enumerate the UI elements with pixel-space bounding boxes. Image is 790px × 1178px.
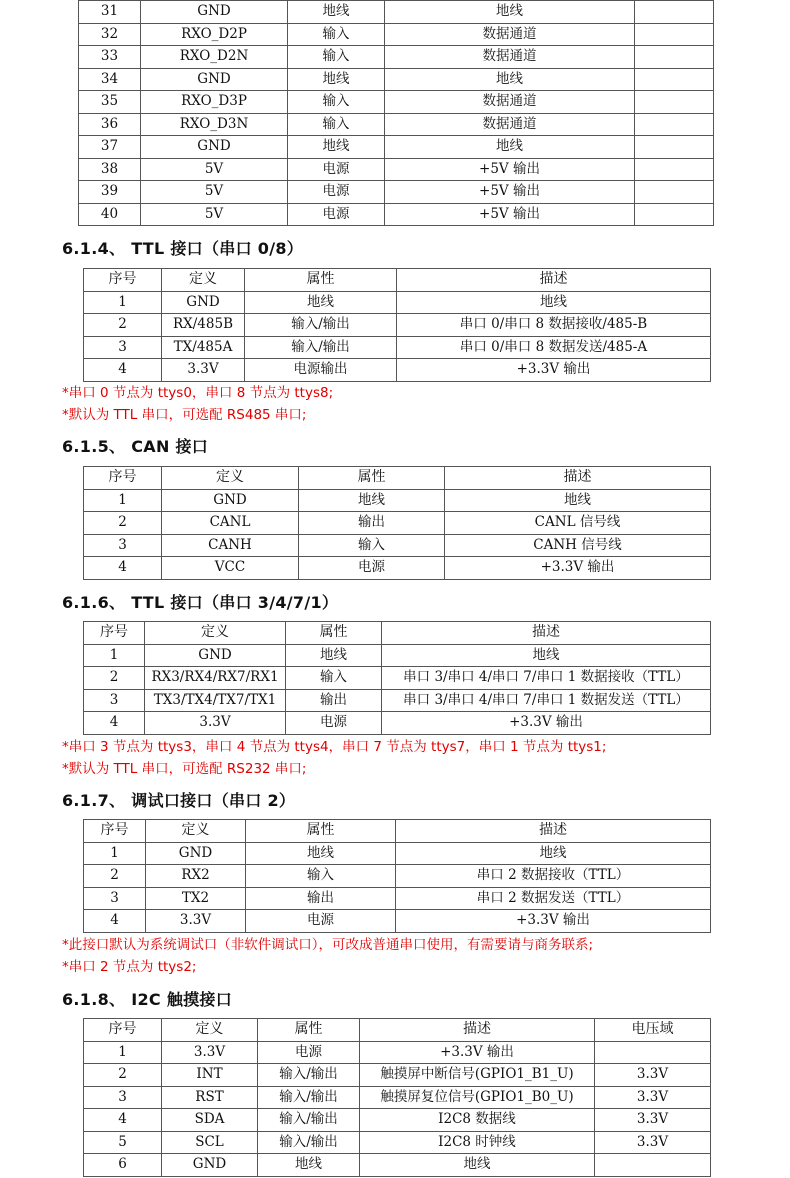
- table-row: [84, 887, 711, 910]
- table-row: [79, 181, 714, 204]
- table-row: [84, 1109, 711, 1132]
- note-ttl-3-4-7-1-nodes: *串口 3 节点为 ttys3，串口 4 节点为 ttys4，串口 7 节点为 ttys7，串口 1 节点为 ttys1;: [62, 739, 607, 755]
- table-cell: 输出: [246, 887, 396, 910]
- table-row: [84, 1041, 711, 1064]
- ttl-3-4-7-1-table: [83, 621, 711, 735]
- table-cell: +3.3V 输出: [360, 1041, 595, 1064]
- table-cell: 3.3V: [595, 1109, 711, 1132]
- table-cell: 地线: [360, 1154, 595, 1177]
- table-cell: 地线: [286, 644, 382, 667]
- table-cell: 1: [84, 1041, 162, 1064]
- table-cell: 4: [84, 359, 162, 382]
- table-cell: 3.3V: [595, 1131, 711, 1154]
- table-row: [84, 512, 711, 535]
- table-cell: 输入: [288, 113, 385, 136]
- table-cell: [635, 91, 714, 114]
- table-cell: 输入: [246, 865, 396, 888]
- table-cell: CANL 信号线: [445, 512, 711, 535]
- table-cell: 地线: [396, 842, 711, 865]
- table-cell: 数据通道: [385, 113, 635, 136]
- table-header-row: [84, 820, 711, 843]
- table-cell: 输入/输出: [245, 314, 397, 337]
- table-row: [79, 91, 714, 114]
- table-cell: RX2: [146, 865, 246, 888]
- table-cell: 2: [84, 667, 145, 690]
- table-cell: 描述: [445, 467, 711, 490]
- table-cell: [635, 113, 714, 136]
- table-cell: 描述: [360, 1019, 595, 1042]
- table-cell: 地线: [445, 489, 711, 512]
- table-cell: 地线: [288, 1, 385, 24]
- note-ttl-0-8-default: *默认为 TTL 串口，可选配 RS485 串口;: [62, 407, 307, 423]
- table-cell: RX3/RX4/RX7/RX1: [145, 667, 286, 690]
- table-row: [79, 68, 714, 91]
- table-cell: 3.3V: [595, 1086, 711, 1109]
- table-row: [79, 136, 714, 159]
- table-row: [84, 865, 711, 888]
- table-row: [79, 113, 714, 136]
- table-cell: 地线: [246, 842, 396, 865]
- table-header-row: [84, 1019, 711, 1042]
- table-cell: 2: [84, 1064, 162, 1087]
- pin-table-top: [78, 0, 714, 226]
- table-cell: 3: [84, 689, 145, 712]
- table-cell: GND: [141, 68, 288, 91]
- table-cell: 定义: [162, 1019, 258, 1042]
- table-cell: 3.3V: [162, 1041, 258, 1064]
- table-cell: [635, 1, 714, 24]
- table-cell: 5V: [141, 203, 288, 226]
- table-header-row: [84, 467, 711, 490]
- table-cell: CANH 信号线: [445, 534, 711, 557]
- table-cell: 39: [79, 181, 141, 204]
- table-row: [84, 910, 711, 933]
- table-cell: 串口 0/串口 8 数据接收/485-B: [397, 314, 711, 337]
- table-cell: 输入/输出: [258, 1109, 360, 1132]
- table-cell: GND: [141, 1, 288, 24]
- table-cell: GND: [162, 489, 299, 512]
- table-row: [84, 489, 711, 512]
- note-ttl-0-8-nodes: *串口 0 节点为 ttys0，串口 8 节点为 ttys8;: [62, 385, 334, 401]
- table-row: [84, 557, 711, 580]
- table-cell: 地线: [245, 291, 397, 314]
- table-cell: TX/485A: [162, 336, 245, 359]
- table-row: [84, 1086, 711, 1109]
- table-cell: 34: [79, 68, 141, 91]
- table-cell: 地线: [288, 136, 385, 159]
- table-cell: 35: [79, 91, 141, 114]
- i2c-touch-table: [83, 1018, 711, 1177]
- can-table: [83, 466, 711, 580]
- table-cell: 数据通道: [385, 46, 635, 69]
- table-cell: 触摸屏中断信号(GPIO1_B1_U): [360, 1064, 595, 1087]
- table-cell: GND: [162, 1154, 258, 1177]
- table-cell: 数据通道: [385, 23, 635, 46]
- table-row: [84, 842, 711, 865]
- table-header-row: [84, 269, 711, 292]
- table-cell: 4: [84, 712, 145, 735]
- table-cell: 串口 2 数据发送（TTL）: [396, 887, 711, 910]
- table-cell: 属性: [245, 269, 397, 292]
- table-row: [84, 1064, 711, 1087]
- table-cell: 串口 3/串口 4/串口 7/串口 1 数据接收（TTL）: [382, 667, 711, 690]
- table-cell: 地线: [382, 644, 711, 667]
- table-cell: 输入: [288, 91, 385, 114]
- table-cell: +5V 输出: [385, 181, 635, 204]
- table-cell: 输入/输出: [245, 336, 397, 359]
- table-cell: 序号: [84, 820, 146, 843]
- table-cell: 数据通道: [385, 91, 635, 114]
- table-cell: 序号: [84, 1019, 162, 1042]
- table-cell: 地线: [258, 1154, 360, 1177]
- table-cell: 描述: [397, 269, 711, 292]
- table-cell: 输入: [299, 534, 445, 557]
- table-cell: 3: [84, 336, 162, 359]
- table-cell: 串口 2 数据接收（TTL）: [396, 865, 711, 888]
- table-cell: +3.3V 输出: [445, 557, 711, 580]
- table-cell: I2C8 数据线: [360, 1109, 595, 1132]
- table-cell: 3.3V: [145, 712, 286, 735]
- table-cell: [635, 158, 714, 181]
- debug-port-table: [83, 819, 711, 933]
- table-cell: 电源: [246, 910, 396, 933]
- table-cell: 32: [79, 23, 141, 46]
- table-cell: SCL: [162, 1131, 258, 1154]
- table-cell: 电压域: [595, 1019, 711, 1042]
- table-cell: 4: [84, 1109, 162, 1132]
- table-cell: 4: [84, 910, 146, 933]
- table-cell: 4: [84, 557, 162, 580]
- section-heading-6-1-4: 6.1.4、 TTL 接口（串口 0/8）: [62, 239, 304, 258]
- table-cell: 输出: [286, 689, 382, 712]
- table-cell: +3.3V 输出: [396, 910, 711, 933]
- table-cell: 3.3V: [595, 1064, 711, 1087]
- table-cell: 33: [79, 46, 141, 69]
- table-cell: CANL: [162, 512, 299, 535]
- table-cell: RX/485B: [162, 314, 245, 337]
- table-cell: 定义: [162, 467, 299, 490]
- table-cell: 输入/输出: [258, 1064, 360, 1087]
- table-cell: [635, 136, 714, 159]
- table-row: [84, 667, 711, 690]
- table-row: [84, 644, 711, 667]
- table-cell: [635, 181, 714, 204]
- section-heading-6-1-8: 6.1.8、 I2C 触摸接口: [62, 990, 233, 1009]
- table-cell: 触摸屏复位信号(GPIO1_B0_U): [360, 1086, 595, 1109]
- table-cell: CANH: [162, 534, 299, 557]
- table-cell: 2: [84, 865, 146, 888]
- table-cell: 电源输出: [245, 359, 397, 382]
- table-row: [84, 359, 711, 382]
- table-cell: 电源: [299, 557, 445, 580]
- table-row: [84, 689, 711, 712]
- table-cell: TX2: [146, 887, 246, 910]
- table-cell: 定义: [145, 622, 286, 645]
- table-row: [79, 203, 714, 226]
- table-cell: 序号: [84, 622, 145, 645]
- section-heading-6-1-6: 6.1.6、 TTL 接口（串口 3/4/7/1）: [62, 593, 339, 612]
- table-cell: 属性: [286, 622, 382, 645]
- table-cell: 31: [79, 1, 141, 24]
- table-cell: 1: [84, 644, 145, 667]
- table-cell: 定义: [146, 820, 246, 843]
- note-ttl-3-4-7-1-default: *默认为 TTL 串口，可选配 RS232 串口;: [62, 761, 307, 777]
- table-cell: 5V: [141, 158, 288, 181]
- table-cell: 1: [84, 291, 162, 314]
- table-cell: 3: [84, 534, 162, 557]
- table-cell: 5V: [141, 181, 288, 204]
- table-row: [84, 336, 711, 359]
- section-heading-6-1-5: 6.1.5、 CAN 接口: [62, 437, 209, 456]
- table-cell: [595, 1154, 711, 1177]
- note-debug-port-node: *串口 2 节点为 ttys2;: [62, 959, 197, 975]
- table-cell: +3.3V 输出: [382, 712, 711, 735]
- table-cell: 地线: [385, 1, 635, 24]
- table-cell: 1: [84, 842, 146, 865]
- table-cell: SDA: [162, 1109, 258, 1132]
- table-cell: 属性: [246, 820, 396, 843]
- table-cell: RXO_D2N: [141, 46, 288, 69]
- table-cell: 5: [84, 1131, 162, 1154]
- table-row: [84, 1131, 711, 1154]
- table-row: [84, 1154, 711, 1177]
- table-cell: [635, 46, 714, 69]
- note-debug-port-usage: *此接口默认为系统调试口（非软件调试口），可改成普通串口使用，有需要请与商务联系;: [62, 937, 594, 953]
- table-cell: RXO_D3P: [141, 91, 288, 114]
- table-cell: 地线: [385, 136, 635, 159]
- table-cell: 电源: [288, 203, 385, 226]
- table-cell: 38: [79, 158, 141, 181]
- table-cell: 电源: [258, 1041, 360, 1064]
- table-cell: 电源: [286, 712, 382, 735]
- table-cell: 输入: [288, 46, 385, 69]
- table-cell: 序号: [84, 467, 162, 490]
- table-cell: 描述: [396, 820, 711, 843]
- table-cell: [635, 68, 714, 91]
- table-cell: 2: [84, 314, 162, 337]
- table-row: [84, 314, 711, 337]
- table-cell: 输入/输出: [258, 1086, 360, 1109]
- table-cell: 3.3V: [162, 359, 245, 382]
- table-cell: GND: [145, 644, 286, 667]
- table-cell: 描述: [382, 622, 711, 645]
- table-cell: 串口 3/串口 4/串口 7/串口 1 数据发送（TTL）: [382, 689, 711, 712]
- table-cell: 属性: [299, 467, 445, 490]
- table-cell: 序号: [84, 269, 162, 292]
- table-cell: +3.3V 输出: [397, 359, 711, 382]
- table-cell: 输入/输出: [258, 1131, 360, 1154]
- table-cell: TX3/TX4/TX7/TX1: [145, 689, 286, 712]
- table-cell: 6: [84, 1154, 162, 1177]
- table-cell: 定义: [162, 269, 245, 292]
- table-cell: RST: [162, 1086, 258, 1109]
- table-row: [84, 712, 711, 735]
- table-row: [79, 158, 714, 181]
- table-cell: 37: [79, 136, 141, 159]
- table-row: [79, 23, 714, 46]
- table-cell: 串口 0/串口 8 数据发送/485-A: [397, 336, 711, 359]
- table-cell: INT: [162, 1064, 258, 1087]
- table-cell: 电源: [288, 181, 385, 204]
- table-cell: 3: [84, 887, 146, 910]
- table-cell: +5V 输出: [385, 203, 635, 226]
- table-cell: RXO_D2P: [141, 23, 288, 46]
- table-row: [84, 534, 711, 557]
- table-row: [79, 1, 714, 24]
- table-cell: 电源: [288, 158, 385, 181]
- table-cell: 40: [79, 203, 141, 226]
- table-cell: [595, 1041, 711, 1064]
- table-row: [79, 46, 714, 69]
- table-header-row: [84, 622, 711, 645]
- ttl-0-8-table: [83, 268, 711, 382]
- table-cell: 3: [84, 1086, 162, 1109]
- table-cell: 36: [79, 113, 141, 136]
- table-cell: 地线: [385, 68, 635, 91]
- table-cell: 输入: [288, 23, 385, 46]
- table-cell: 1: [84, 489, 162, 512]
- table-cell: 属性: [258, 1019, 360, 1042]
- table-cell: 输出: [299, 512, 445, 535]
- table-cell: [635, 203, 714, 226]
- table-cell: +5V 输出: [385, 158, 635, 181]
- table-cell: RXO_D3N: [141, 113, 288, 136]
- table-cell: GND: [162, 291, 245, 314]
- table-cell: [635, 23, 714, 46]
- table-cell: 地线: [397, 291, 711, 314]
- table-row: [84, 291, 711, 314]
- table-cell: GND: [141, 136, 288, 159]
- table-cell: 地线: [299, 489, 445, 512]
- table-cell: VCC: [162, 557, 299, 580]
- table-cell: GND: [146, 842, 246, 865]
- table-cell: 地线: [288, 68, 385, 91]
- table-cell: 2: [84, 512, 162, 535]
- section-heading-6-1-7: 6.1.7、 调试口接口（串口 2）: [62, 791, 296, 810]
- table-cell: 输入: [286, 667, 382, 690]
- table-cell: 3.3V: [146, 910, 246, 933]
- table-cell: I2C8 时钟线: [360, 1131, 595, 1154]
